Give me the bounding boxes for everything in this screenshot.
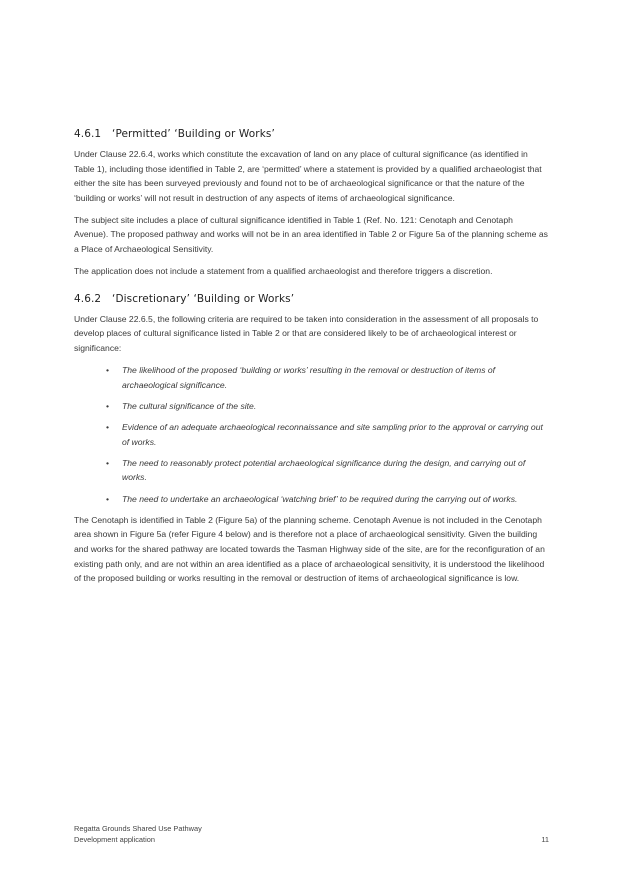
- section-title: ‘Permitted’ ‘Building or Works’: [112, 128, 275, 140]
- bullet-icon: •: [106, 457, 110, 468]
- list-item: [74, 363, 549, 392]
- footer-project-name: Regatta Grounds Shared Use Pathway: [74, 824, 202, 833]
- bullet-icon: •: [106, 422, 110, 432]
- bullet-icon: •: [106, 493, 110, 504]
- paragraph: The subject site includes a place of cultural significance identified in Table 1 (Ref. No. 121: Cenotaph and Cenotaph Avenue). The proposed pathway and works will not be in an area identified in Table 2 or Figure 5a of the planning scheme as a Place of Archaeological Sensitivity.: [74, 214, 548, 255]
- section-number: 4.6.1: [74, 128, 102, 140]
- page-footer: [74, 823, 549, 846]
- list-item-text: The cultural significance of the site.: [122, 400, 257, 411]
- list-item-text: The need to reasonably protect potential archaeological significance during the design, and carrying out of works.: [122, 457, 526, 483]
- footer-document-type: Development application: [74, 835, 155, 845]
- section-heading-4-6-1: [74, 128, 549, 140]
- criteria-list: [74, 363, 549, 506]
- section-title: ‘Discretionary’ ‘Building or Works’: [112, 292, 295, 305]
- paragraph: The Cenotaph is identified in Table 2 (Figure 5a) of the planning scheme. Cenotaph Avenue is not included in the Cenotaph area shown in Figure 5a (refer Figure 4 below) and is therefore not a place of archaeological sensitivity. Given the building and works for the shared pathway are located towards the Tasman Highway side of the site, are for the reconfiguration of an existing path only, and are not within an area identified as a place of archaeological sensitivity, it is understood the likelihood of the proposed building or works resulting in the removal or destruction of items of archaeological significance is low.: [74, 514, 545, 584]
- list-item: [74, 456, 549, 485]
- paragraph: The application does not include a statement from a qualified archaeologist and therefore triggers a discretion.: [74, 266, 493, 277]
- page-number: 11: [541, 835, 549, 845]
- section-number: 4.6.2: [74, 292, 102, 305]
- list-item: [74, 420, 549, 449]
- bullet-icon: •: [106, 400, 110, 411]
- list-item-text: The need to undertake an archaeological ‘watching brief’ to be required during the carrying out of works.: [122, 493, 518, 504]
- list-item: [74, 492, 549, 507]
- paragraph: Under Clause 22.6.5, the following criteria are required to be taken into consideration in the assessment of all proposals to develop places of cultural significance listed in Table 2 or that are considered likely to be of archaeological interest or significance:: [74, 313, 539, 353]
- section-heading-4-6-2: [74, 293, 549, 305]
- bullet-icon: •: [106, 365, 110, 376]
- page-content: [74, 128, 549, 593]
- list-item-text: The likelihood of the proposed ‘building or works’ resulting in the removal or destruction of items of archaeological significance.: [122, 365, 496, 390]
- paragraph: Under Clause 22.6.4, works which constitute the excavation of land on any place of cultural significance (as identified in Table 1), including those identified in Table 2, are ‘permitted’ where a statement is provided by a qualified archaeologist that either the site has been surveyed previously and found not to be of archaeological significance or that the nature of the ‘building or works’ will not result in destruction of any aspects of items of archaeological significance.: [74, 149, 542, 203]
- list-item-text: Evidence of an adequate archaeological reconnaissance and site sampling prior to the approval or carrying out of works.: [122, 422, 543, 447]
- list-item: [74, 399, 549, 414]
